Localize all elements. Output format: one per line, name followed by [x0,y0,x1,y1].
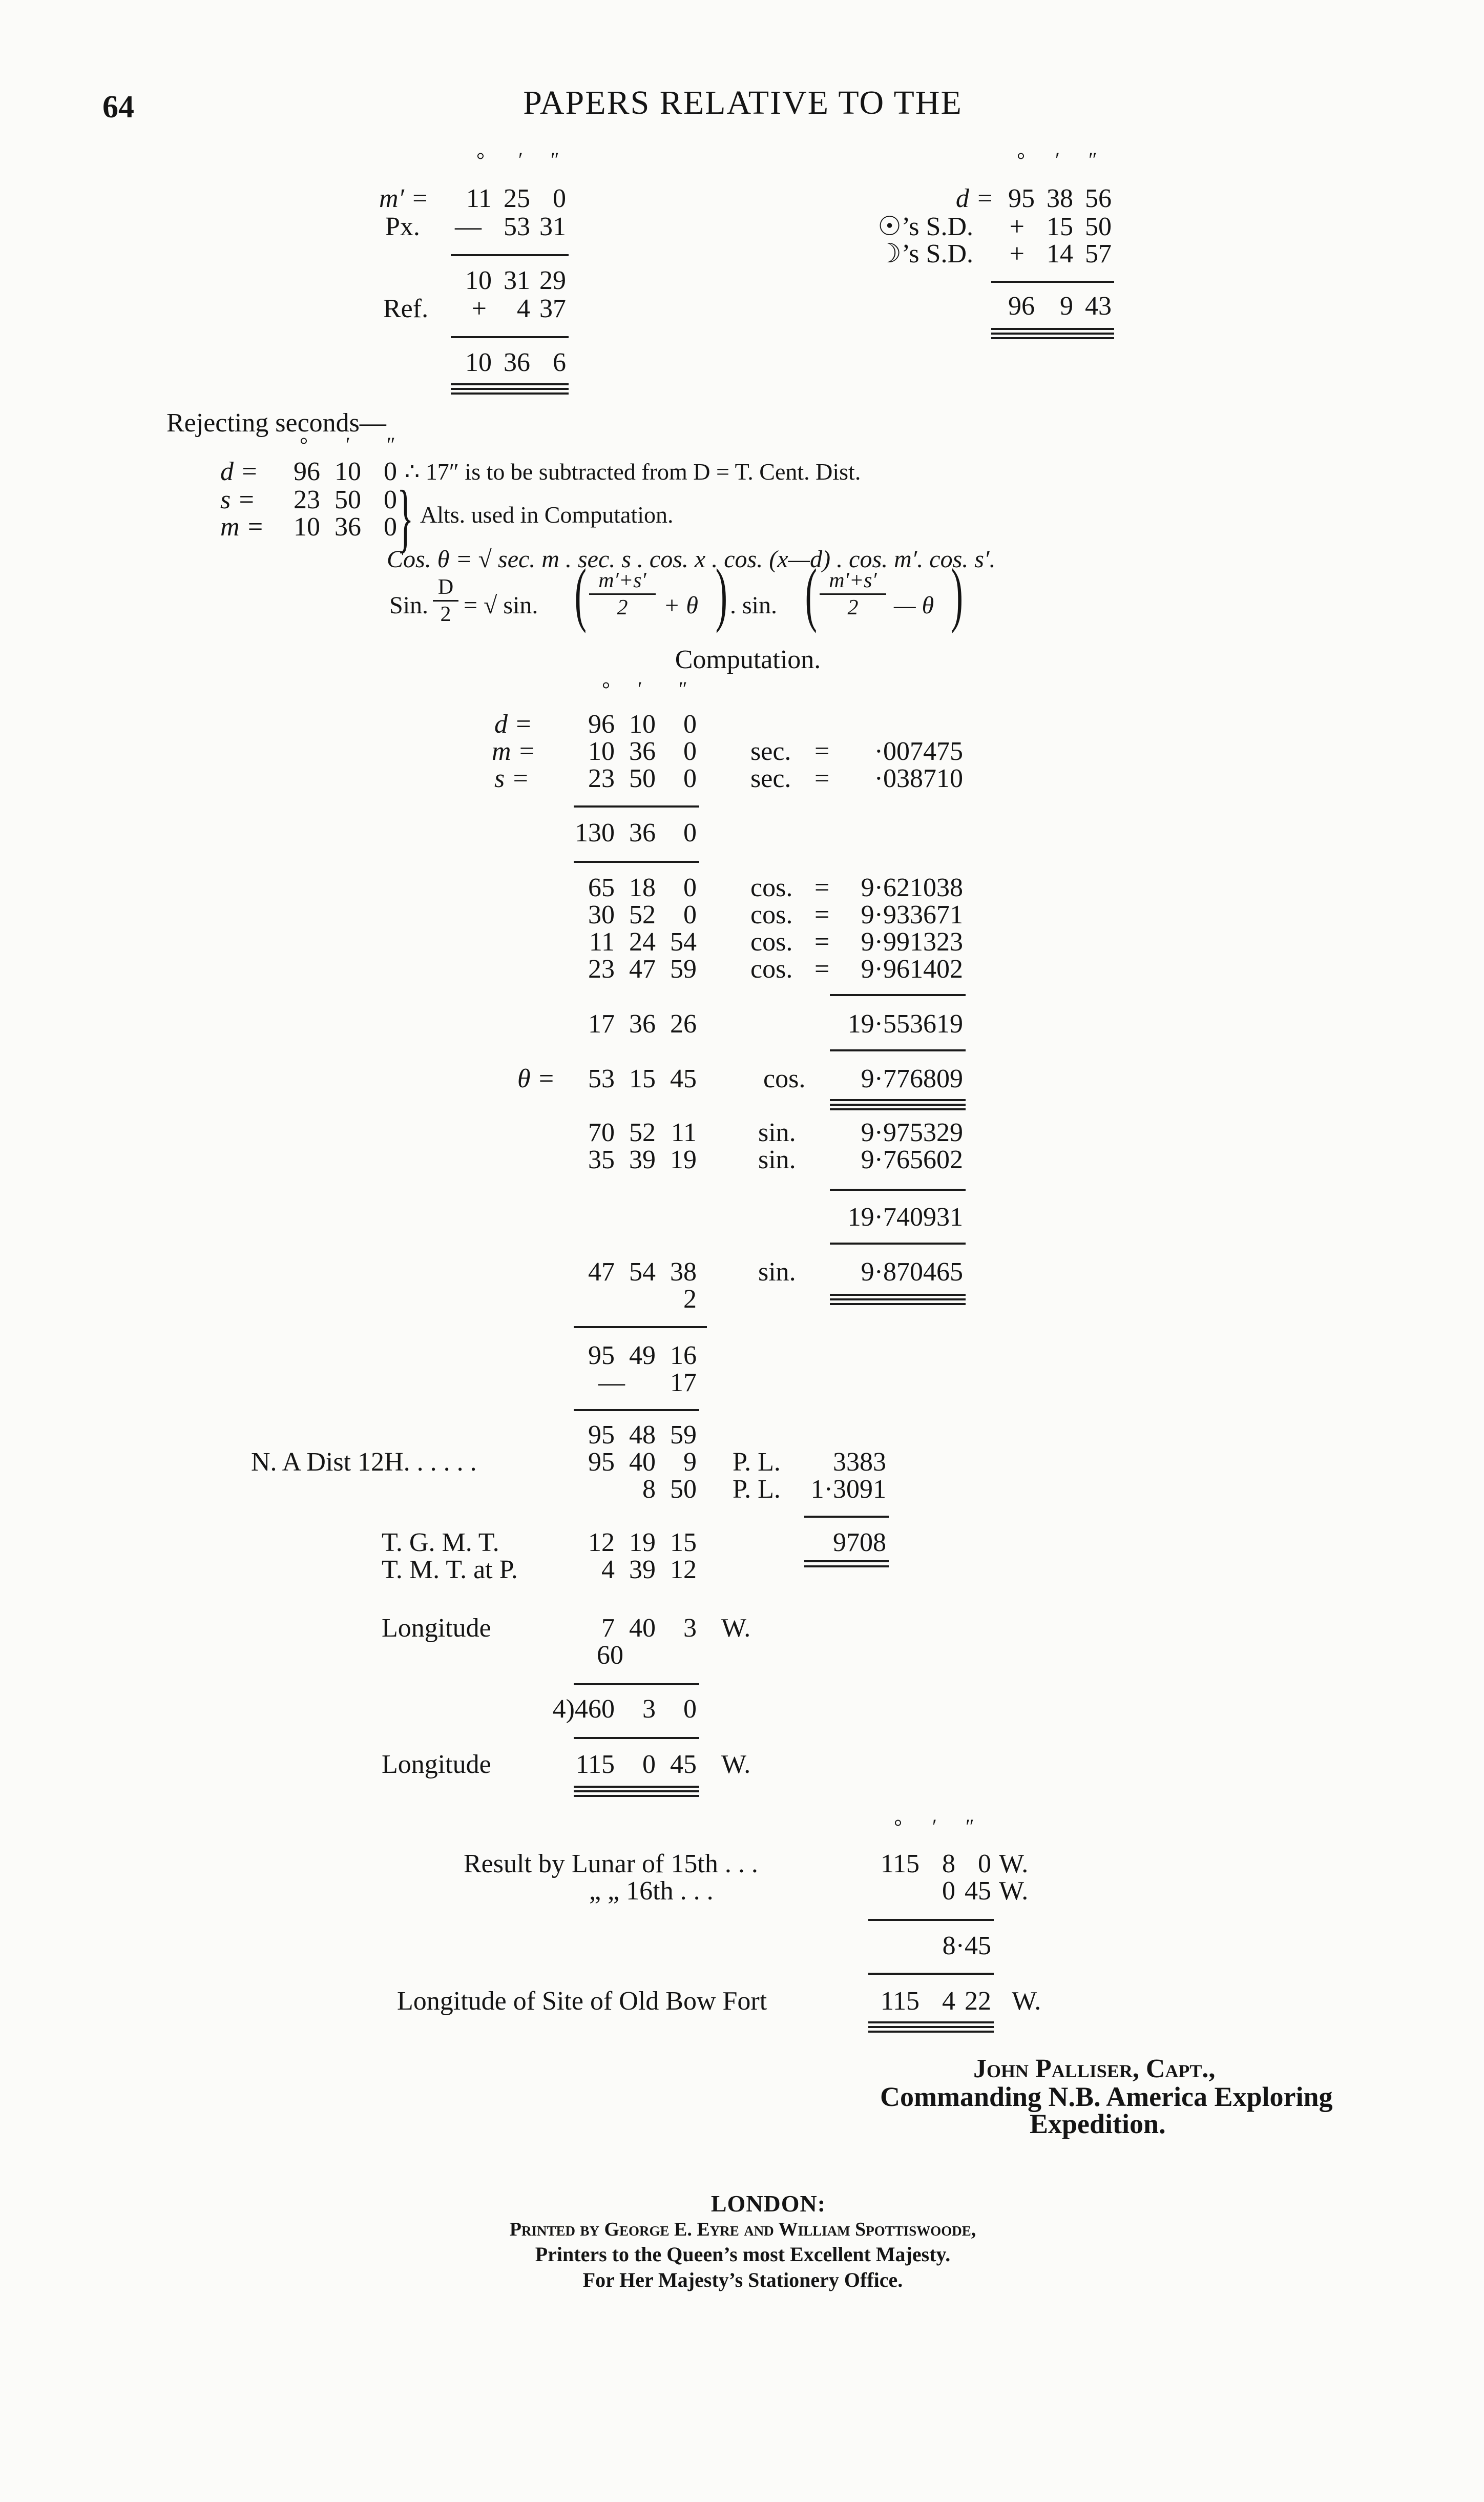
page-number: 64 [102,90,134,125]
na-label: T. M. T. at P. [382,1555,518,1584]
triple-rule [991,328,1114,339]
fraction-denominator: 2 [847,596,859,619]
open-paren: ( [805,554,817,634]
computation-heading: Computation. [675,645,821,674]
imprint-line3: For Her Majesty’s Stationery Office. [582,2268,903,2291]
na-pl: P. L. [733,1475,781,1504]
min-symbol: ′ [518,148,523,171]
comp-fn: sec. [750,737,791,766]
na-min: 39 [629,1555,656,1584]
right-row-deg: 95 [1008,184,1035,213]
longitude-label: Longitude [382,1750,491,1779]
right-row-deg: + [1009,212,1025,241]
comp-value: 9·870465 [861,1257,963,1287]
comp-sec: 0 [683,900,697,929]
signature-line3: Expedition. [1030,2108,1166,2139]
comp-deg: 35 [588,1145,615,1174]
na-label: N. A Dist 12H. . . . . . [251,1448,477,1477]
min-symbol: ′ [1055,148,1060,171]
comp-sec: 17 [670,1368,697,1397]
comp-value: 9·933671 [861,900,963,929]
minus-theta: — θ [894,592,934,619]
final-deg: 115 [880,1987,919,2016]
comp-sec: 45 [670,1064,697,1093]
comp-deg: 130 [575,818,615,847]
longitude-deg: 7 [601,1614,615,1643]
comp-min: 54 [629,1257,656,1287]
comp-sec: 0 [683,710,697,739]
rejecting-deg: 10 [294,512,320,542]
rejecting-label: d = [220,457,259,486]
comp-deg: 95 [588,1341,615,1370]
comp-sec: 11 [671,1118,697,1147]
longitude-deg: 115 [575,1750,615,1779]
comp-fn: cos. [750,955,793,984]
rejecting-label: s = [220,485,256,514]
left-row-deg: + [471,294,487,323]
comp-fn: sec. [750,764,791,793]
rule [574,1737,699,1739]
rejecting-label: m = [220,512,264,542]
comp-fn: cos. [750,927,793,957]
comp-sec: 59 [670,1420,697,1450]
longitude-min: 40 [629,1614,656,1643]
comp-sec: 0 [683,764,697,793]
signature-line2: Commanding N.B. America Exploring [880,2081,1333,2112]
comp-sec: 0 [683,818,697,847]
signature-name [973,2056,1215,2082]
imprint-line1-text: Printed by George E. Eyre and William Spottiswoode, [509,2219,976,2240]
right-row-label: ☽’s S.D. [877,239,973,268]
fraction-denominator: 2 [617,596,628,619]
multiplier: 60 [597,1641,623,1670]
longitude-label: Longitude [382,1614,491,1643]
final-sec: 22 [965,1987,991,2016]
comp-min: — [598,1368,625,1397]
right-row-sec: 57 [1085,239,1112,268]
comp-sec: 16 [670,1341,697,1370]
left-row-min: 36 [504,348,530,377]
comp-deg: 17 [588,1009,615,1039]
comp-fn: cos. [763,1064,806,1093]
right-row-min: 15 [1047,212,1073,241]
comp-deg: 53 [588,1064,615,1093]
na-deg: 12 [588,1528,615,1557]
deg-symbol: ° [1017,148,1025,171]
left-row-min: 53 [504,212,530,241]
left-row-label: m′ = [379,184,429,213]
comp-sec: 2 [683,1285,697,1314]
cos-formula: Cos. θ = √ sec. m . sec. s . cos. x . cos. (x—d) . cos. m′. cos. s′. [387,546,996,573]
comp-fn: sin. [758,1257,796,1287]
rejecting-deg: 96 [294,457,320,486]
comp-value: 19·740931 [847,1203,963,1232]
comp-min: 48 [629,1420,656,1450]
comp-eq: = [814,737,830,766]
comp-eq: = [814,873,830,902]
rule [574,805,699,808]
comp-deg: 47 [588,1257,615,1287]
triple-rule [830,1294,966,1305]
triple-rule [451,383,569,395]
comp-sec: 19 [670,1145,697,1174]
comp-fn: cos. [750,873,793,902]
comp-label: s = [494,764,530,793]
rule [574,1683,699,1685]
result-label: „ „ 16th . . . [589,1876,714,1906]
rule [991,281,1114,283]
deg-symbol: ° [476,148,485,171]
division-sec: 0 [683,1694,697,1724]
imprint-line2: Printers to the Queen’s most Excellent Majesty. [535,2243,951,2266]
comp-deg: 65 [588,873,615,902]
comp-sec: 59 [670,955,697,984]
fraction-numerator: m′+s′ [589,570,656,595]
comp-deg: 23 [588,955,615,984]
rejecting-note: ∴ 17″ is to be subtracted from D = T. Cent. Dist. [405,459,861,485]
longitude-dir: W. [721,1614,751,1643]
longitude-dir: W. [721,1750,751,1779]
sin-formula-lead: Sin. [389,592,429,619]
fraction-numerator: m′+s′ [820,570,886,595]
rejecting-min: 50 [335,485,361,514]
deg-symbol: ° [300,433,308,456]
min-symbol: ′ [346,433,350,456]
comp-sec: 0 [683,737,697,766]
result-sec: 0 [978,1849,991,1878]
fraction-m-plus-s [589,570,656,618]
na-sec: 12 [670,1555,697,1584]
final-min: 4 [942,1987,955,2016]
comp-deg: 10 [588,737,615,766]
comp-sec: 38 [670,1257,697,1287]
na-deg: 4 [601,1555,615,1584]
na-sec: 50 [670,1475,697,1504]
rule [451,254,569,256]
longitude-sec: 45 [670,1750,697,1779]
comp-fn: cos. [750,900,793,929]
comp-min: 10 [629,710,656,739]
comp-sec: 0 [683,873,697,902]
sec-symbol: ″ [551,148,559,171]
na-value: 3383 [833,1448,886,1477]
left-row-deg: 11 [466,184,492,213]
left-row-min: 25 [504,184,530,213]
rule [574,1409,699,1411]
comp-value: 9·776809 [861,1064,963,1093]
left-row-label: Ref. [383,294,429,323]
na-sec: 15 [670,1528,697,1557]
left-row-min: 4 [517,294,530,323]
sec-symbol: ″ [1089,148,1097,171]
rule [830,1243,966,1245]
triple-rule [830,1099,966,1110]
result-min: 8 [942,1849,955,1878]
plus-theta: + θ [663,592,698,619]
right-row-sec: 50 [1085,212,1112,241]
comp-label: m = [492,737,536,766]
right-row-label: ☉’s S.D. [877,212,973,241]
comp-eq: = [814,764,830,793]
left-row-sec: 31 [539,212,566,241]
comp-fn: sin. [758,1118,796,1147]
comp-value: 9·621038 [861,873,963,902]
rule [574,861,699,863]
sec-symbol: ″ [966,1815,974,1838]
right-row-min: 9 [1060,292,1073,321]
difference-value: 8·45 [942,1931,991,1960]
signature-name-text: John Palliser, Capt., [973,2054,1216,2083]
rejecting-heading: Rejecting seconds— [166,408,386,438]
comp-label: θ = [517,1064,555,1093]
comp-min: 50 [629,764,656,793]
result-deg: 115 [880,1849,919,1878]
close-paren: ) [715,554,727,634]
close-paren: ) [951,554,963,634]
min-symbol: ′ [932,1815,937,1838]
imprint-line1 [359,2220,1127,2239]
fraction-m-plus-s [820,570,886,618]
comp-deg: 95 [588,1420,615,1450]
comp-value: 9·991323 [861,927,963,957]
comp-min: 15 [629,1064,656,1093]
comp-min: 52 [629,1118,656,1147]
dot-sin: . sin. [730,592,778,619]
running-head: PAPERS RELATIVE TO THE [523,84,963,121]
division-deg: 4)460 [552,1694,615,1724]
curly-brace: } [397,475,414,560]
right-row-sec: 43 [1085,292,1112,321]
result-min: 0 [942,1876,955,1906]
min-symbol: ′ [638,677,642,700]
sin-formula-mid: = √ sin. [464,592,538,619]
comp-min: 47 [629,955,656,984]
na-label: T. G. M. T. [382,1528,499,1557]
rule [868,1919,994,1921]
rule [868,1973,994,1975]
sec-symbol: ″ [679,677,687,700]
left-row-sec: 0 [553,184,566,213]
comp-min: 39 [629,1145,656,1174]
rejecting-sec: 0 [384,457,397,486]
rule [830,1189,966,1191]
comp-value: 9·961402 [861,955,963,984]
comp-deg: 11 [589,927,615,957]
longitude-min: 0 [642,1750,656,1779]
comp-eq: = [814,955,830,984]
na-min: 19 [629,1528,656,1557]
left-row-sec: 29 [539,266,566,295]
rule [830,1049,966,1051]
right-row-sec: 56 [1085,184,1112,213]
deg-symbol: ° [894,1815,902,1838]
left-row-deg: 10 [465,348,492,377]
left-row-deg: 10 [465,266,492,295]
double-rule [804,1560,889,1567]
rejecting-min: 10 [335,457,361,486]
division-min: 3 [642,1694,656,1724]
comp-sec: 26 [670,1009,697,1039]
comp-value: 9·765602 [861,1145,963,1174]
sec-symbol: ″ [387,433,395,456]
rule [574,1326,707,1328]
right-row-min: 14 [1047,239,1073,268]
comp-deg: 30 [588,900,615,929]
final-dir: W. [1012,1987,1041,2016]
rejecting-deg: 23 [294,485,320,514]
left-row-deg: — [455,212,482,241]
comp-min: 36 [629,818,656,847]
left-row-min: 31 [504,266,530,295]
triple-rule [868,2021,994,2033]
triple-rule [574,1786,699,1797]
rule [830,994,966,996]
result-sec: 45 [965,1876,991,1906]
longitude-sec: 3 [683,1614,697,1643]
na-pl: P. L. [733,1448,781,1477]
comp-value: ·038710 [874,764,963,793]
comp-fn: sin. [758,1145,796,1174]
comp-deg: 70 [588,1118,615,1147]
comp-value: 9·975329 [861,1118,963,1147]
deg-symbol: ° [602,677,610,700]
comp-deg: 23 [588,764,615,793]
fraction-numerator: D [433,576,458,602]
na-deg: 95 [588,1448,615,1477]
rejecting-sec: 0 [384,512,397,542]
comp-label: d = [494,710,533,739]
result-dir: W. [999,1849,1029,1878]
fraction-denominator: 2 [440,603,451,626]
result-dir: W. [999,1876,1029,1906]
right-row-deg: + [1009,239,1025,268]
left-row-sec: 37 [539,294,566,323]
rejecting-min: 36 [335,512,361,542]
comp-eq: = [814,927,830,957]
comp-deg: 96 [588,710,615,739]
na-value: 1·3091 [810,1475,886,1504]
comp-min: 52 [629,900,656,929]
comp-min: 49 [629,1341,656,1370]
comp-min: 18 [629,873,656,902]
comp-value: 19·553619 [847,1009,963,1039]
right-row-label: d = [955,184,994,213]
left-row-label: Px. [385,212,420,241]
comp-min: 24 [629,927,656,957]
comp-eq: = [814,900,830,929]
rule [451,336,569,338]
rule [804,1516,889,1518]
na-sec: 9 [683,1448,697,1477]
right-row-deg: 96 [1008,292,1035,321]
comp-min: 36 [629,737,656,766]
comp-value: ·007475 [874,737,963,766]
alts-note: Alts. used in Computation. [420,502,674,528]
imprint-city: LONDON: [710,2190,826,2217]
fraction-d-over-2 [433,576,458,625]
right-row-min: 38 [1047,184,1073,213]
na-min: 8 [642,1475,656,1504]
rejecting-sec: 0 [384,485,397,514]
na-value: 9708 [833,1528,886,1557]
left-row-sec: 6 [553,348,566,377]
comp-sec: 54 [670,927,697,957]
na-min: 40 [629,1448,656,1477]
comp-min: 36 [629,1009,656,1039]
result-label: Result by Lunar of 15th . . . [464,1849,758,1878]
open-paren: ( [574,554,587,634]
final-label: Longitude of Site of Old Bow Fort [397,1987,767,2016]
